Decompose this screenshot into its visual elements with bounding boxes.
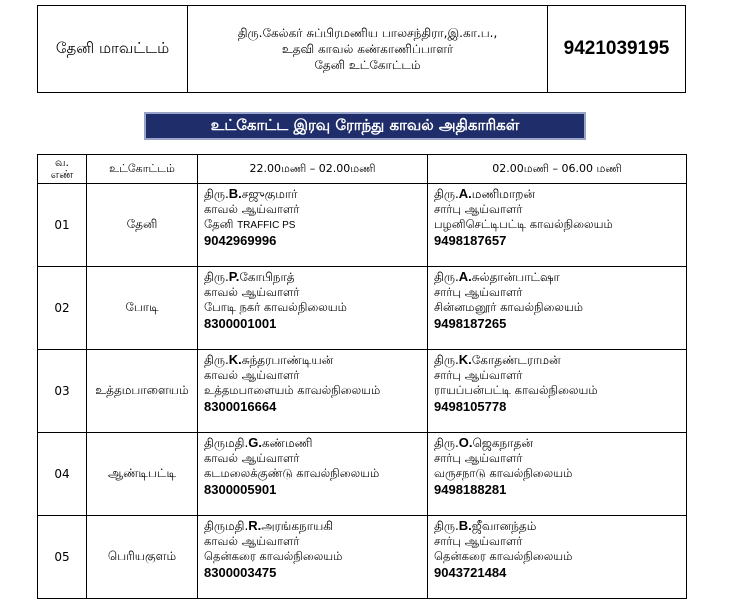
officer-name: திரு.கேல்கர் சுப்பிரமணிய பாலசந்திரா,இ.கா.ப.,	[237, 26, 498, 40]
officer-station: வருசநாடு காவல்நிலையம்	[434, 466, 573, 480]
officer-rank: சார்பு ஆய்வாளர்	[434, 451, 523, 465]
page-title-banner: உட்கோட்ட இரவு ரோந்து காவல் அதிகாரிகள்	[144, 112, 586, 140]
officer-phone: 9042969996	[204, 233, 277, 248]
officer-rank: காவல் ஆய்வாளர்	[204, 534, 300, 548]
officer-initial: P.	[228, 269, 240, 284]
officer-cell-shift2	[428, 184, 687, 267]
column-header-subdivision: உட்கோட்டம்	[87, 155, 198, 184]
officer-initial: A.	[458, 269, 472, 284]
officer-initial: K.	[458, 352, 472, 367]
officer-initial: B.	[458, 518, 472, 533]
row-sno: 03	[38, 350, 87, 433]
officer-phone: 8300005901	[204, 482, 277, 497]
officer-station: கடமலைக்குண்டு காவல்நிலையம்	[204, 466, 380, 480]
officer-phone: 9498187265	[434, 316, 507, 331]
table-row	[38, 516, 687, 599]
officer-cell-shift1	[198, 516, 428, 599]
officer-initial: R.	[248, 518, 262, 533]
officer-initial: K.	[228, 352, 242, 367]
officer-prefix: திருமதி.	[204, 519, 249, 533]
officer-station: போடி நகர் காவல்நிலையம்	[204, 300, 347, 314]
officer-subdivision: தேனி உட்கோட்டம்	[314, 58, 421, 72]
row-sno: 01	[38, 184, 87, 267]
column-header-shift2: 02.00மணி – 06.00 மணி	[428, 155, 687, 184]
row-subdivision: போடி	[87, 267, 198, 350]
column-header-shift1: 22.00மணி – 02.00மணி	[198, 155, 428, 184]
officer-station: தென்கரை காவல்நிலையம்	[204, 549, 343, 563]
officer-name-line	[434, 269, 680, 285]
officer-name: சஜுகுமார்	[241, 187, 298, 201]
officer-info	[188, 6, 548, 92]
sno-header-line2: எண்	[50, 168, 74, 181]
table-row	[38, 267, 687, 350]
officer-station: ராயப்பன்பட்டி காவல்நிலையம்	[434, 383, 598, 397]
officer-station-line	[204, 466, 421, 482]
officer-initial: A.	[458, 186, 472, 201]
table-row	[38, 184, 687, 267]
officer-name-line	[434, 435, 680, 451]
table-row	[38, 433, 687, 516]
row-subdivision: உத்தமபாளையம்	[87, 350, 198, 433]
officer-rank: சார்பு ஆய்வாளர்	[434, 285, 523, 299]
officer-rank: காவல் ஆய்வாளர்	[204, 451, 300, 465]
officer-station-line	[434, 549, 680, 565]
officer-name-line	[204, 186, 421, 202]
district-name: தேனி மாவட்டம்	[38, 6, 188, 92]
table-body	[38, 184, 687, 599]
row-sno: 04	[38, 433, 87, 516]
officer-name: கோபிநாத்	[239, 270, 295, 284]
officer-initial: O.	[458, 435, 473, 450]
officer-phone: 9498188281	[434, 482, 507, 497]
officer-phone: 9421039195	[563, 38, 670, 59]
officer-rank: காவல் ஆய்வாளர்	[204, 368, 300, 382]
officer-station-line	[204, 549, 421, 565]
officer-rank: சார்பு ஆய்வாளர்	[434, 368, 523, 382]
row-subdivision: ஆண்டிபட்டி	[87, 433, 198, 516]
officer-phone: 8300016664	[204, 399, 277, 414]
officer-name: மணிமாறன்	[471, 187, 536, 201]
officer-prefix: திரு.	[434, 353, 459, 367]
officer-cell-shift1	[198, 267, 428, 350]
officer-name-line	[204, 518, 421, 534]
officer-name: ஜீவானந்தம்	[471, 519, 537, 533]
row-subdivision: பெரியகுளம்	[87, 516, 198, 599]
officer-cell-shift1	[198, 350, 428, 433]
officer-phone: 8300001001	[204, 316, 277, 331]
officer-station: தேனி	[204, 217, 234, 231]
officer-station-line	[204, 217, 421, 233]
row-sno: 05	[38, 516, 87, 599]
officer-name-line	[434, 186, 680, 202]
officer-phone: 8300003475	[204, 565, 277, 580]
officer-name: கண்மணி	[262, 436, 313, 450]
officer-cell-shift2	[428, 516, 687, 599]
officer-station-extra: TRAFFIC PS	[237, 220, 296, 231]
row-sno: 02	[38, 267, 87, 350]
officer-station-line	[204, 300, 421, 316]
table-row	[38, 350, 687, 433]
patrol-table	[37, 154, 687, 599]
officer-prefix: திரு.	[434, 436, 459, 450]
officer-name-line	[204, 352, 421, 368]
officer-initial: G.	[248, 435, 262, 450]
officer-station: தென்கரை காவல்நிலையம்	[434, 549, 573, 563]
table-header-row	[38, 155, 687, 184]
officer-prefix: திரு.	[434, 519, 459, 533]
officer-rank: சார்பு ஆய்வாளர்	[434, 202, 523, 216]
officer-name: சுந்தரபாண்டியன்	[241, 353, 334, 367]
officer-cell-shift2	[428, 350, 687, 433]
officer-prefix: திருமதி.	[204, 436, 249, 450]
sno-header-line1: வ.	[54, 156, 70, 169]
officer-station-line	[434, 466, 680, 482]
officer-phone: 9043721484	[434, 565, 507, 580]
column-header-sno	[38, 155, 87, 184]
officer-prefix: திரு.	[434, 187, 459, 201]
officer-station-line	[434, 217, 680, 233]
row-subdivision: தேனி	[87, 184, 198, 267]
officer-cell-shift1	[198, 184, 428, 267]
officer-name-line	[204, 269, 421, 285]
officer-prefix: திரு.	[204, 270, 229, 284]
officer-rank: சார்பு ஆய்வாளர்	[434, 534, 523, 548]
officer-name: ஜெகநாதன்	[472, 436, 533, 450]
header-box	[37, 5, 686, 93]
officer-cell-shift2	[428, 267, 687, 350]
officer-phone: 9498105778	[434, 399, 507, 414]
officer-name-line	[204, 435, 421, 451]
officer-prefix: திரு.	[434, 270, 459, 284]
officer-station-line	[434, 300, 680, 316]
officer-initial: B.	[228, 186, 242, 201]
officer-name: சுல்தான்பாட்ஷா	[471, 270, 560, 284]
officer-station: உத்தமபாளையம் காவல்நிலையம்	[204, 383, 381, 397]
officer-cell-shift2	[428, 433, 687, 516]
officer-designation: உதவி காவல் கண்காணிப்பாளர்	[281, 42, 454, 56]
officer-rank: காவல் ஆய்வாளர்	[204, 202, 300, 216]
officer-name: அரங்கநாயகி	[261, 519, 334, 533]
officer-station: பழனிசெட்டிபட்டி காவல்நிலையம்	[434, 217, 613, 231]
officer-cell-shift1	[198, 433, 428, 516]
officer-rank: காவல் ஆய்வாளர்	[204, 285, 300, 299]
officer-name: கோதண்டராமன்	[471, 353, 561, 367]
officer-phone: 9498187657	[434, 233, 507, 248]
officer-station-line	[204, 383, 421, 399]
officer-name-line	[434, 352, 680, 368]
officer-prefix: திரு.	[204, 353, 229, 367]
officer-station-line	[434, 383, 680, 399]
officer-prefix: திரு.	[204, 187, 229, 201]
officer-name-line	[434, 518, 680, 534]
officer-station: சின்னமனூர் காவல்நிலையம்	[434, 300, 584, 314]
